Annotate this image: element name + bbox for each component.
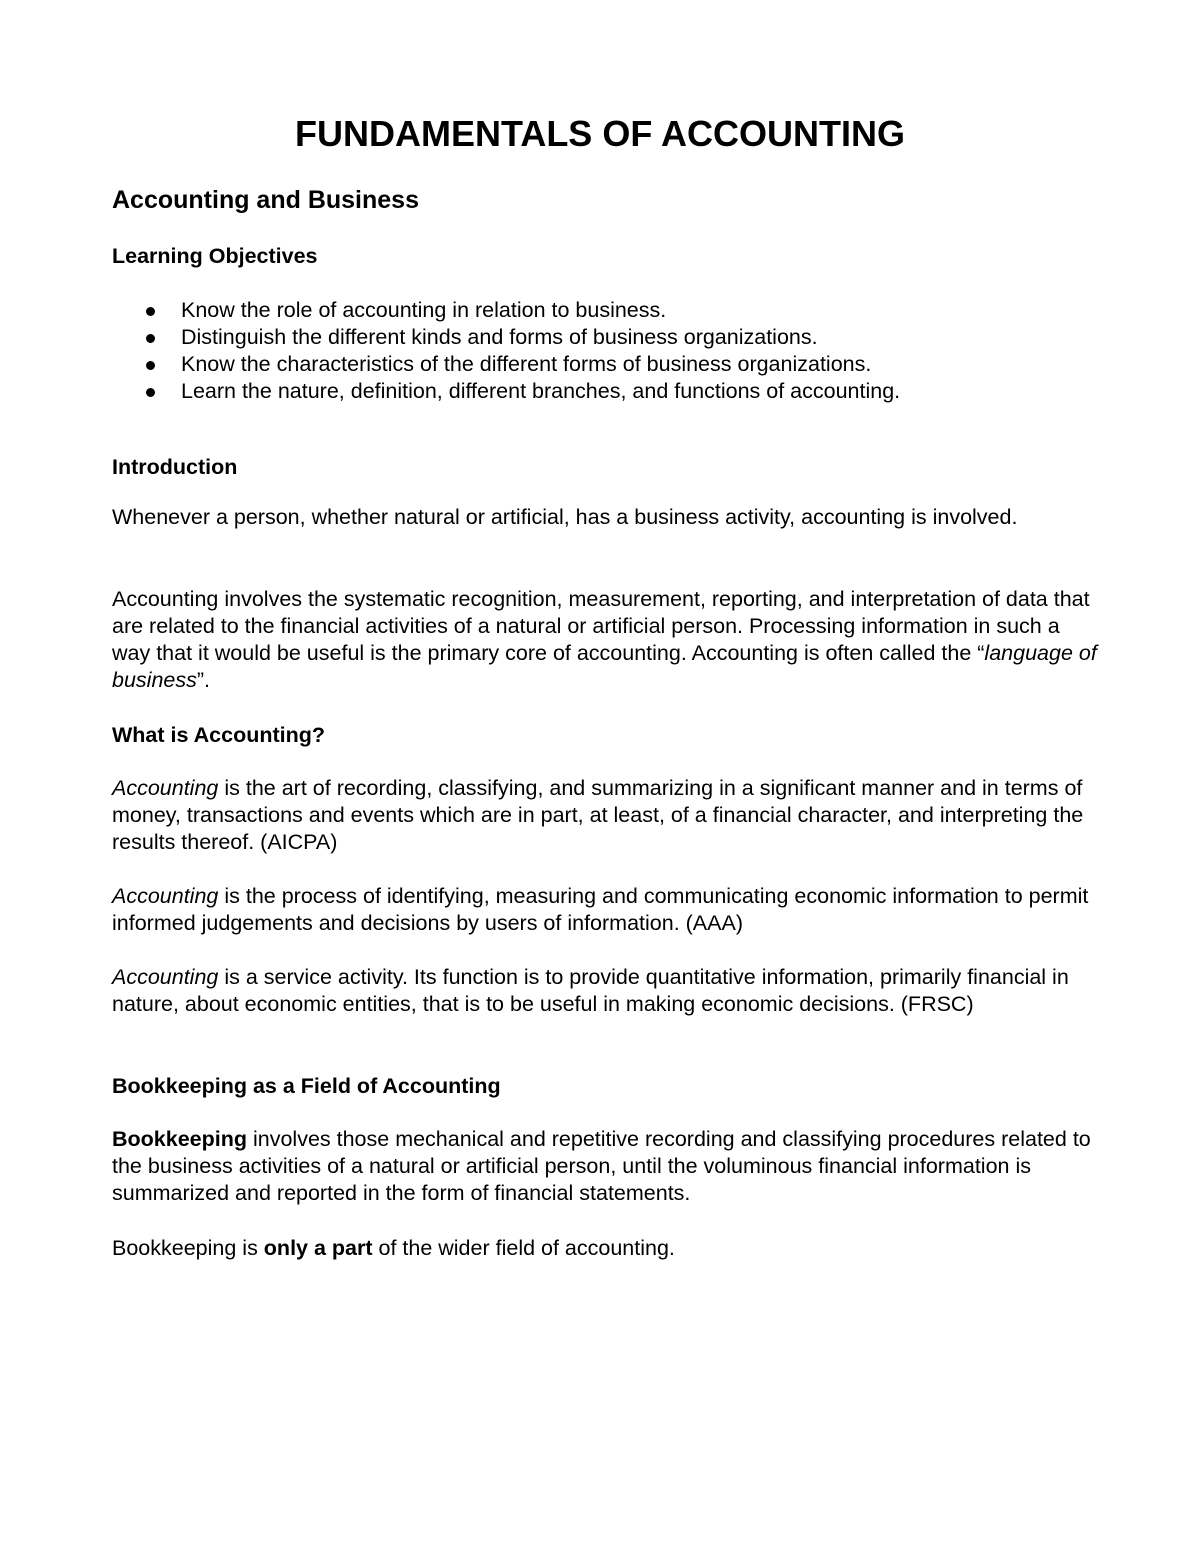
section-heading: Accounting and Business <box>112 186 419 214</box>
bold-term: Bookkeeping <box>112 1127 247 1151</box>
document-title: FUNDAMENTALS OF ACCOUNTING <box>295 113 905 154</box>
introduction-paragraph-1: Whenever a person, whether natural or artificial, has a business activity, accounting is involved. <box>112 505 1018 529</box>
definition-text: is a service activity. Its function is to provide quantitative information, primarily financial in nature, about economic entities, that is to be useful in making economic decisions. (FRSC) <box>112 965 1069 1016</box>
definition-frsc <box>112 964 1097 1018</box>
definition-text: is the art of recording, classifying, and summarizing in a significant manner and in terms of money, transactions and events which are in part, at least, of a financial character, and interpreting the results thereof. (AICPA) <box>112 776 1084 854</box>
paragraph-text: Accounting involves the systematic recognition, measurement, reporting, and interpretation of data that are related to the financial activities of a natural or artificial person. Processing information in such a way that it would be useful is the primary core of accounting. Accounting is often called the “ <box>112 587 1090 665</box>
list-item <box>112 378 1097 405</box>
bookkeeping-paragraph-1 <box>112 1126 1097 1207</box>
paragraph-text-end: ”. <box>196 668 210 692</box>
list-item-text: Learn the nature, definition, different branches, and functions of accounting. <box>181 379 901 403</box>
list-item <box>112 351 1097 378</box>
bookkeeping-heading: Bookkeeping as a Field of Accounting <box>112 1074 501 1098</box>
list-item-text: Know the role of accounting in relation to business. <box>181 298 667 322</box>
list-item-text: Know the characteristics of the different forms of business organizations. <box>181 352 872 376</box>
paragraph-text: involves those mechanical and repetitive recording and classifying procedures related to the business activities of a natural or artificial person, until the voluminous financial information is summarized and reported in the form of financial statements. <box>112 1127 1091 1205</box>
bullet-icon <box>146 307 155 316</box>
definition-aicpa <box>112 775 1097 856</box>
definition-aaa <box>112 883 1097 937</box>
introduction-heading: Introduction <box>112 455 238 479</box>
bold-text: only a part <box>263 1236 373 1260</box>
emphasis-text: language of business <box>112 641 1097 692</box>
learning-objectives-list <box>112 297 1097 405</box>
bullet-icon <box>146 361 155 370</box>
what-is-accounting-heading: What is Accounting? <box>112 723 325 747</box>
introduction-paragraph-2 <box>112 586 1097 694</box>
bullet-icon <box>146 334 155 343</box>
definition-term: Accounting <box>112 965 219 989</box>
definition-term: Accounting <box>112 884 219 908</box>
paragraph-text-end: of the wider field of accounting. <box>372 1236 675 1260</box>
bullet-icon <box>146 388 155 397</box>
definition-term: Accounting <box>112 776 219 800</box>
list-item <box>112 297 1097 324</box>
list-item-text: Distinguish the different kinds and forms of business organizations. <box>181 325 818 349</box>
definition-text: is the process of identifying, measuring and communicating economic information to permit informed judgements and decisions by users of information. (AAA) <box>112 884 1089 935</box>
learning-objectives-heading: Learning Objectives <box>112 244 318 268</box>
paragraph-text: Bookkeeping is <box>112 1236 264 1260</box>
list-item <box>112 324 1097 351</box>
bookkeeping-paragraph-2 <box>112 1235 1097 1262</box>
